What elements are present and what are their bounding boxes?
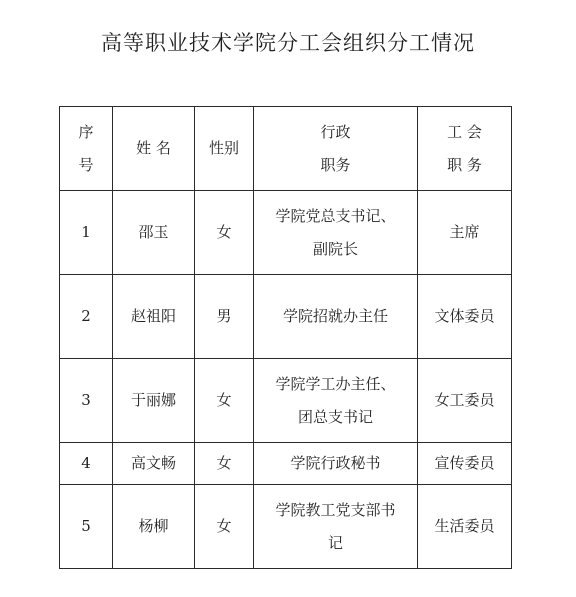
cell-admin-position: [254, 275, 418, 359]
header-index-line2: 号: [78, 155, 94, 174]
cell-union-position: 女工委员: [418, 359, 512, 443]
cell-admin-position: [254, 191, 418, 275]
header-gender: [195, 107, 254, 191]
table-row: [60, 191, 512, 275]
table-header-row: [60, 107, 512, 191]
header-union-line2: 职 务: [447, 155, 482, 174]
admin-line2: 副院长: [312, 239, 358, 258]
admin-line2: 记: [327, 533, 343, 552]
header-union-line1: 工 会: [447, 122, 482, 141]
header-name-label: 姓 名: [136, 139, 171, 157]
cell-name: 邵玉: [113, 191, 195, 275]
cell-gender: 女: [195, 359, 254, 443]
cell-union-position: 宣传委员: [418, 443, 512, 485]
admin-line1: 学院学工办主任、: [275, 374, 396, 393]
cell-gender: 男: [195, 275, 254, 359]
cell-index: 1: [60, 191, 113, 275]
header-gender-label: 性别: [208, 139, 239, 157]
cell-name: 杨柳: [113, 485, 195, 569]
table-row: [60, 443, 512, 485]
cell-union-position: 文体委员: [418, 275, 512, 359]
union-roster-table: [59, 106, 512, 569]
header-name: [113, 107, 195, 191]
cell-index: 3: [60, 359, 113, 443]
cell-admin-position: [254, 359, 418, 443]
page-title: 高等职业技术学院分工会组织分工情况: [101, 31, 475, 55]
header-admin-line2: 职务: [320, 155, 351, 174]
cell-name: 高文畅: [113, 443, 195, 485]
cell-gender: 女: [195, 191, 254, 275]
cell-gender: 女: [195, 443, 254, 485]
cell-index: 2: [60, 275, 113, 359]
cell-gender: 女: [195, 485, 254, 569]
table-row: [60, 359, 512, 443]
admin-line1: 学院招就办主任: [282, 307, 388, 325]
cell-union-position: 生活委员: [418, 485, 512, 569]
admin-line1: 学院教工党支部书: [275, 500, 396, 519]
admin-line2: 团总支书记: [297, 407, 373, 426]
table-row: [60, 485, 512, 569]
cell-index: 5: [60, 485, 113, 569]
header-index: [60, 107, 113, 191]
cell-admin-position: [254, 485, 418, 569]
admin-line1: 学院行政秘书: [290, 454, 381, 472]
cell-name: 赵祖阳: [113, 275, 195, 359]
header-index-line1: 序: [78, 122, 94, 141]
cell-index: 4: [60, 443, 113, 485]
header-union-position: [418, 107, 512, 191]
table-row: [60, 275, 512, 359]
cell-name: 于丽娜: [113, 359, 195, 443]
header-admin-line1: 行政: [320, 122, 351, 141]
admin-line1: 学院党总支书记、: [275, 206, 396, 225]
cell-admin-position: [254, 443, 418, 485]
cell-union-position: 主席: [418, 191, 512, 275]
header-admin-position: [254, 107, 418, 191]
